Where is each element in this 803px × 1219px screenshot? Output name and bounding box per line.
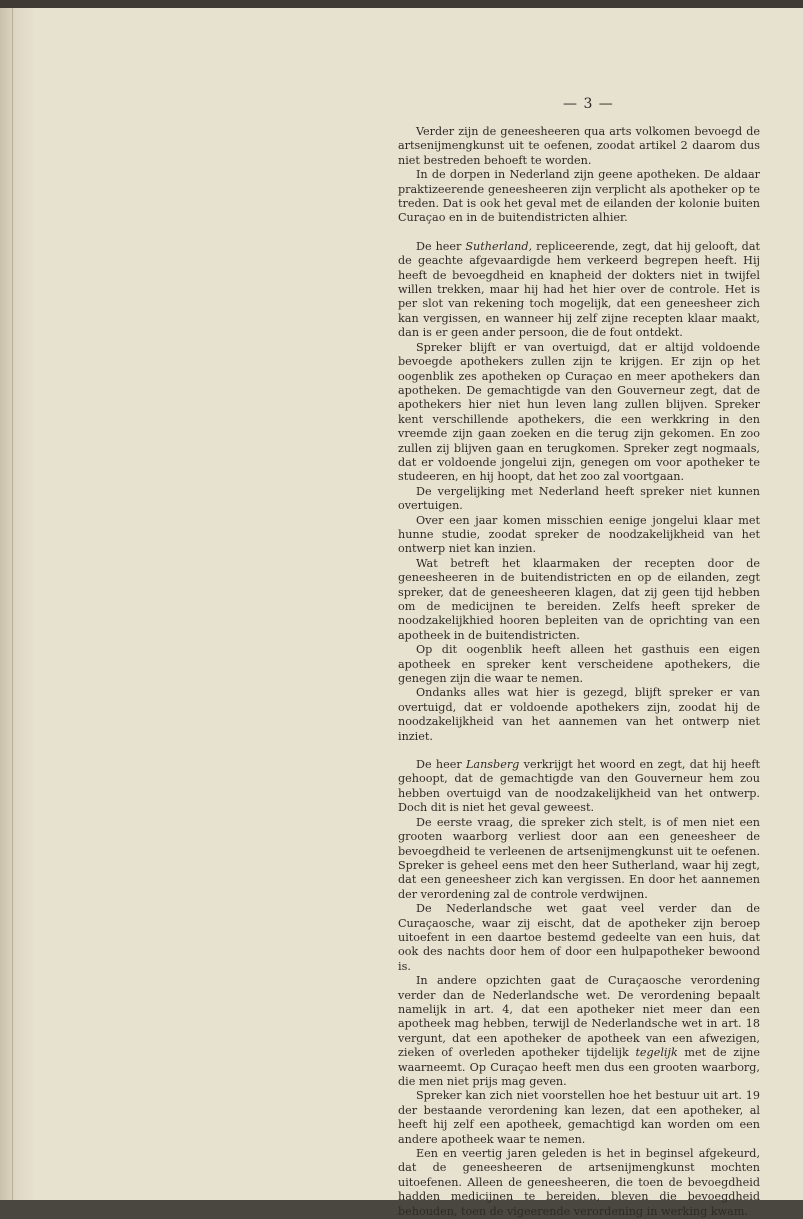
binding-fold-line [12, 8, 13, 1200]
paragraph-10 [398, 758, 760, 816]
paragraph-3 [398, 240, 760, 341]
paragraph-8: Op dit oogenblik heeft alleen het gasthuis een eigen apotheek en spreker kent verscheidene apothekers, die genegen zijn die waar te nemen. [398, 643, 760, 686]
text-column [398, 125, 760, 1219]
speaker-name-lansberg: Lansberg [466, 758, 520, 772]
paragraph-14: Spreker kan zich niet voorstellen hoe het bestuur uit art. 19 der bestaande verordening kan lezen, dat een apotheker, al heeft hij zelf een apotheek, gemachtigd kan worden om een andere apotheek waar te nemen. [398, 1089, 760, 1146]
paragraph-13-body: met de zijne waarneemt. Op Curaçao heeft men dus een grooten waarborg, die men niet prijs mag geven. [398, 1046, 760, 1088]
paragraph-13 [398, 974, 760, 1089]
paragraph-5: De vergelijking met Nederland heeft spreker niet kunnen overtuigen. [398, 484, 760, 513]
speaker-name-sutherland: Sutherland, [465, 239, 533, 253]
paragraph-3-body: repliceerende, zegt, dat hij gelooft, dat de geachte afgevaardigde hem verkeerd begrepen heeft. Hij heeft de bevoegdheid en knapheid der dokters niet in twijfel willen trekken, maar hij had het hier over de controle. Het is per slot van rekening toch mogelijk, dat een geneesheer zich kan vergissen, en wanneer hij zelf zijne recepten klaar maakt, dan is er geen ander persoon, die de fout ontdekt. [398, 239, 760, 340]
paragraph-3-lead: De heer [416, 239, 466, 253]
paragraph-13-lead: In andere opzichten gaat de Curaçaosche verordening verder dan de Nederlandsche wet. De verordening bepaalt namelijk in art. 4, dat een apotheker niet meer dan een apotheek mag hebben, terwijl de Nederlandsche wet in art. 18 vergunt, dat een apotheker de apotheek van een afwezigen, zieken of overleden apotheker tijdelijk [398, 974, 760, 1060]
paragraph-10-lead: De heer [416, 758, 466, 772]
paragraph-1: Verder zijn de geneesheeren qua arts volkomen bevoegd de artsenijmengkunst uit te oefenen, zoodat artikel 2 daarom dus niet bestreden behoeft te worden. [398, 125, 760, 167]
paragraph-15: Een en veertig jaren geleden is het in beginsel afgekeurd, dat de geneesheeren de artsenijmengkunst mochten uitoefenen. Alleen de geneesheeren, die toen de bevoegdheid hadden medicijnen te bereiden, bleven die bevoegdheid behouden, toen de vigeerende verordening in werking kwam. [398, 1147, 760, 1218]
paragraph-4: Spreker blijft er van overtuigd, dat er altijd voldoende bevoegde apothekers zullen zijn te krijgen. Er zijn op het oogenblik zes apotheken op Curaçao en meer apothekers dan apotheken. De gemachtigde van den Gouverneur zegt, dat de apothekers hier niet hun leven lang zullen blijven. Spreker kent verschillende apothekers, die een werkkring in den vreemde zijn gaan zoeken en die terug zijn gekomen. En zoo zullen zij blijven gaan en terugkomen. Spreker zegt nogmaals, dat er voldoende jongelui zijn, genegen om voor apotheker te studeeren, en hij hoopt, dat het zoo zal voortgaan. [398, 340, 760, 484]
paragraph-7: Wat betreft het klaarmaken der recepten door de geneesheeren in de buitendistricten en op de eilanden, zegt spreker, dat de geneesheeren klagen, dat zij geen tijd hebben om de medicijnen te bereiden. Zelfs heeft spreker de noodzakelijkhied hooren bepleiten van de oprichting van een apotheek in de buitendistricten. [398, 556, 760, 642]
paragraph-2: In de dorpen in Nederland zijn geene apotheken. De aldaar praktizeerende geneesheeren zijn verplicht als apotheker op te treden. Dat is ook het geval met de eilanden der kolonie buiten Curaçao en in de buitendistricten alhier. [398, 168, 760, 225]
page-number: — 3 — [563, 96, 614, 112]
scan-top-edge [0, 0, 803, 8]
paragraph-6: Over een jaar komen misschien eenige jongelui klaar met hunne studie, zoodat spreker de noodzakelijkheid van het ontwerp niet kan inzien. [398, 513, 760, 556]
binding-shadow [0, 8, 36, 1200]
paragraph-12: De Nederlandsche wet gaat veel verder dan de Curaçaosche, waar zij eischt, dat de apotheker zijn beroep uitoefent in een daartoe bestemd gedeelte van een huis, dat ook des nachts door hem of door een hulpapotheker bewoond is. [398, 902, 760, 973]
paragraph-9: Ondanks alles wat hier is gezegd, blijft spreker er van overtuigd, dat er voldoende apothekers zijn, zoodat hij de noodzakelijkheid van het aannemen van het ontwerp niet inziet. [398, 686, 760, 743]
paragraph-11: De eerste vraag, die spreker zich stelt, is of men niet een grooten waarborg verliest door aan een geneesheer de bevoegdheid te verleenen de artsenijmengkunst uit te oefenen. Spreker is geheel eens met den heer Sutherland, waar hij zegt, dat een geneesheer zich kan vergissen. En door het aannemen der verordening zal de controle verdwijnen. [398, 815, 760, 901]
emphasis-tegelijk: tegelijk [635, 1046, 678, 1060]
paragraph-10-body: verkrijgt het woord en zegt, dat hij heeft gehoopt, dat de gemachtigde van den Gouverneur hem zou hebben overtuigd van de noodzakelijkheid van het ontwerp. Doch dit is niet het geval geweest. [398, 758, 760, 815]
